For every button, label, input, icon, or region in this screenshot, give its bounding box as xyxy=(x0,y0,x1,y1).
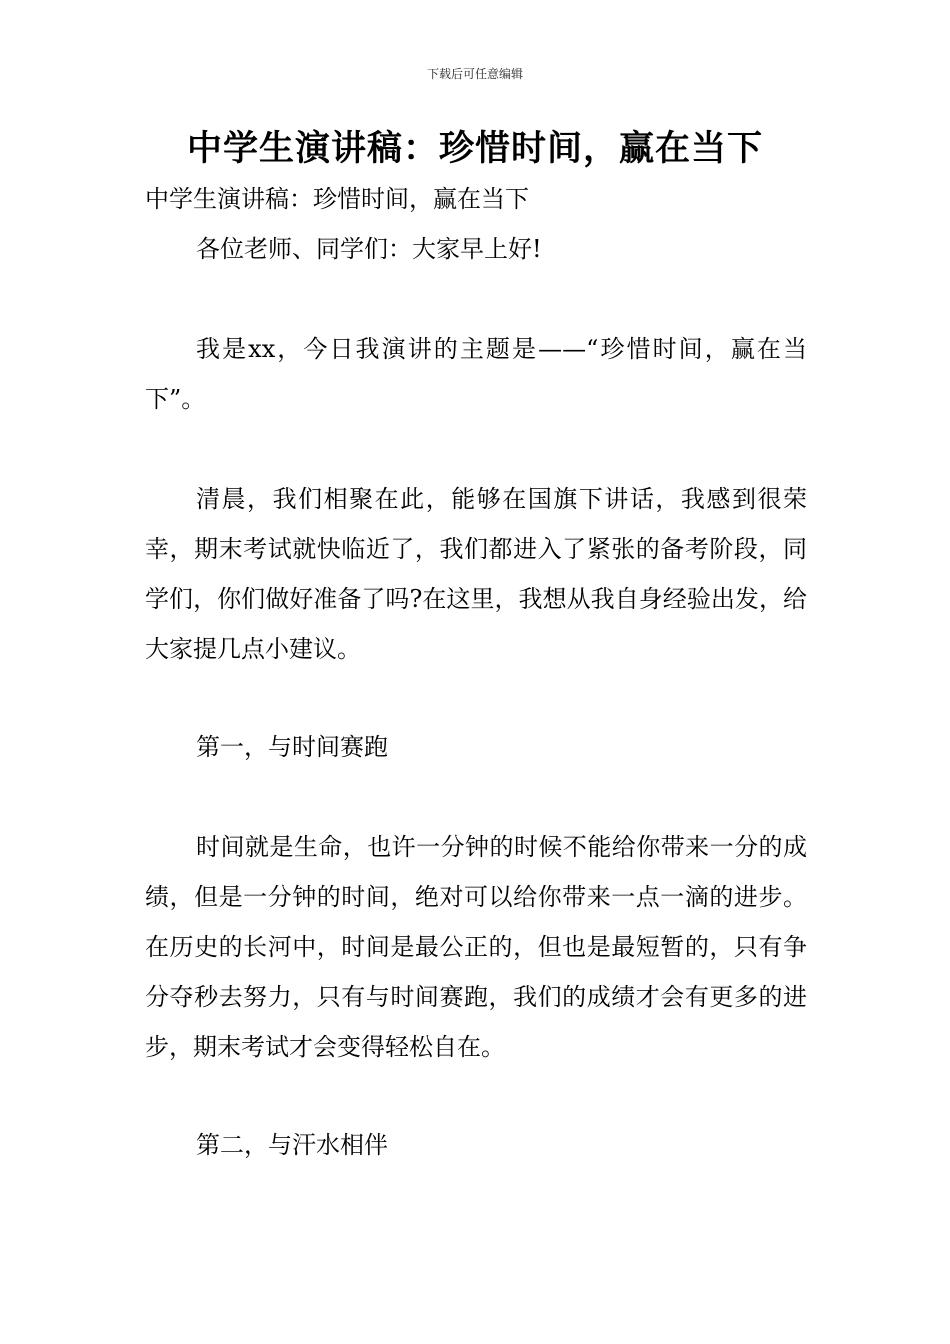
document-title: 中学生演讲稿：珍惜时间，赢在当下 xyxy=(186,129,763,169)
intro-paragraph: 我是xx，今日我演讲的主题是——“珍惜时间，赢在当下”。 xyxy=(145,335,807,413)
section-heading-first: 第一，与时间赛跑 xyxy=(196,733,388,761)
body-paragraph-first: 时间就是生命，也许一分钟的时候不能给你带来一分的成绩，但是一分钟的时间，绝对可以给你带来一点一滴的进步。在历史的长河中，时间是最公正的，但也是最短暂的，只有争分夺秒去努力，只有与时间赛跑，我们的成绩才会有更多的进步，期末考试才会变得轻松自在。 xyxy=(145,833,807,1061)
header-note: 下载后可任意编辑 xyxy=(426,67,523,81)
section-heading-second: 第二，与汗水相伴 xyxy=(196,1131,388,1159)
greeting-paragraph: 各位老师、同学们：大家早上好! xyxy=(196,235,542,263)
subtitle-line: 中学生演讲稿：珍惜时间，赢在当下 xyxy=(145,185,529,213)
opening-paragraph: 清晨，我们相聚在此，能够在国旗下讲话，我感到很荣幸，期末考试就快临近了，我们都进入了紧张的备考阶段，同学们，你们做好准备了吗?在这里，我想从我自身经验出发，给大家提几点小建议。 xyxy=(145,485,807,663)
